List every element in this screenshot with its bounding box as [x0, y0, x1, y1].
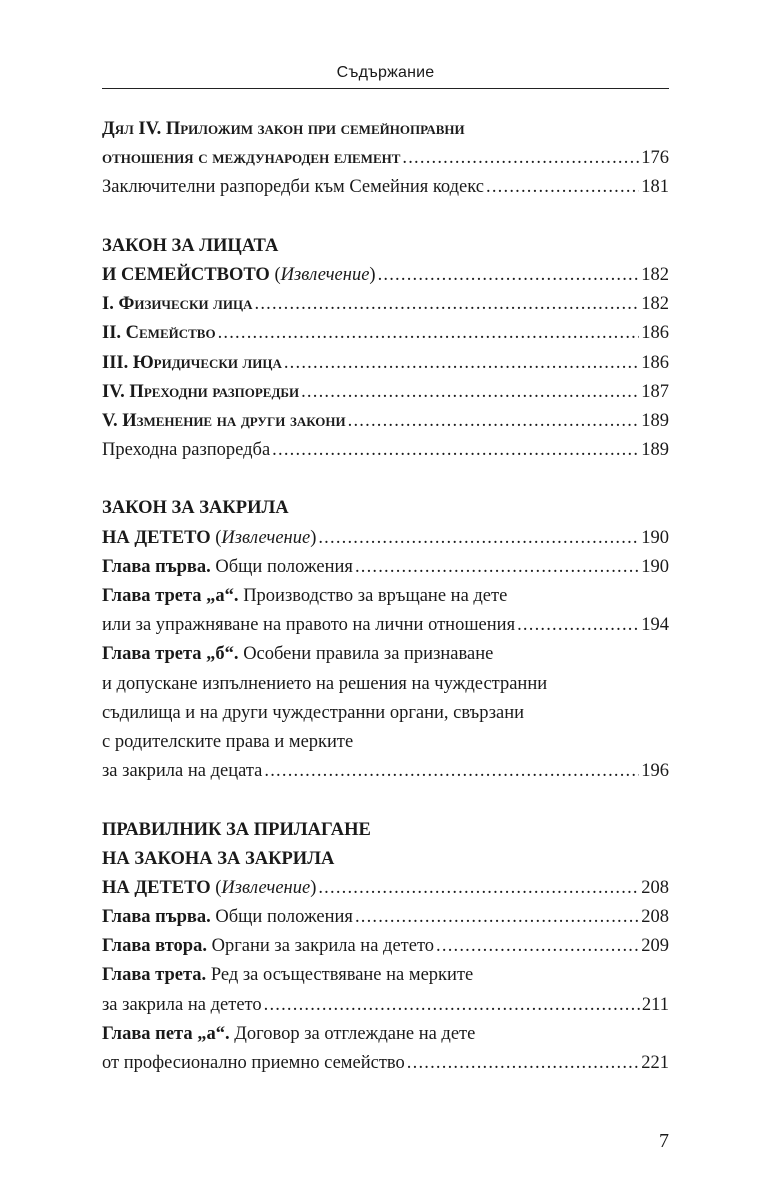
toc-page-number: 189 [641, 410, 669, 431]
toc-entry [102, 991, 669, 1020]
toc-entry-title [102, 407, 346, 436]
toc-entry-text: Извлечение [221, 527, 311, 548]
toc-entry-title [102, 611, 515, 640]
header-rule [102, 88, 669, 89]
toc-entry-title [102, 144, 400, 173]
toc-entry-text: и допускане изпълнението на решения на чуждестранни [102, 673, 548, 694]
toc-page-number: 186 [641, 323, 669, 344]
toc-entry-text: НА ЗАКОНА ЗА ЗАКРИЛА [102, 848, 335, 869]
toc-entry-text: ЗАКОН ЗА ЗАКРИЛА [102, 498, 289, 519]
toc-entry-title [102, 436, 270, 465]
toc-entry [102, 932, 669, 961]
toc-entry-text: Извлечение [280, 264, 370, 285]
toc-entry-text: Преходна разпоредба [102, 440, 271, 461]
dot-leader [355, 903, 639, 932]
toc-entry [102, 728, 669, 757]
dot-leader [436, 932, 639, 961]
toc-entry-text: отношения с международен елемент [102, 148, 401, 169]
dot-leader [284, 349, 639, 378]
toc-page-number: 189 [641, 440, 669, 461]
toc-entry [102, 699, 669, 728]
toc-entry-text: Глава трета „а“. [102, 586, 239, 606]
toc-entry [102, 494, 669, 523]
toc-entry [102, 261, 669, 290]
toc-entry [102, 1020, 669, 1049]
running-header: Съдържание [336, 64, 435, 81]
toc-entry-title [102, 640, 493, 669]
section-gap [102, 203, 669, 232]
toc-entry-title [102, 1049, 405, 1078]
toc-entry-text: ПРАВИЛНИК ЗА ПРИЛАГАНЕ [102, 819, 371, 840]
section-gap [102, 465, 669, 494]
dot-leader [318, 874, 639, 903]
toc-entry [102, 816, 669, 845]
toc-entry-title [102, 115, 465, 144]
toc-entry-title [102, 524, 316, 553]
toc-entry-title [102, 670, 547, 699]
toc-entry-text: с родителските права и мерките [102, 731, 354, 752]
toc-page-number: 211 [641, 994, 669, 1015]
toc-entry-title [102, 699, 524, 728]
toc-page-number: 209 [641, 936, 669, 957]
toc-entry-title [102, 816, 371, 845]
toc-entry-text: Производство за връщане на дете [238, 586, 508, 606]
dot-leader [218, 319, 640, 348]
toc-entry-title [102, 874, 316, 903]
toc-entry-title [102, 553, 353, 582]
toc-entry-title [102, 961, 473, 990]
toc-entry-text: ( [210, 527, 222, 548]
dot-leader [407, 1049, 639, 1078]
dot-leader [264, 757, 639, 786]
toc-entry-text: ЗАКОН ЗА ЛИЦАТА [102, 235, 279, 256]
toc-page-number: 194 [641, 615, 669, 636]
toc-entry [102, 1049, 669, 1078]
toc-entry-title [102, 261, 376, 290]
toc-entry-text: ) [310, 527, 317, 548]
toc-entry-title [102, 319, 216, 348]
toc-entry-text: НА ДЕТЕТО [102, 527, 211, 548]
toc-page-number: 187 [641, 381, 669, 402]
toc-entry-title [102, 494, 289, 523]
toc-entry-text: Заключителни разпоредби към Семейния кодекс [102, 177, 485, 198]
table-of-contents [102, 115, 669, 1078]
toc-page-number: 182 [641, 264, 669, 285]
toc-page-number: 208 [641, 907, 669, 928]
toc-page-number: 186 [641, 352, 669, 373]
toc-entry-text: Глава втора. [102, 936, 207, 957]
toc-entry-title [102, 378, 299, 407]
toc-entry [102, 845, 669, 874]
toc-entry [102, 115, 669, 144]
toc-entry-text: Особени правила за признаване [238, 644, 494, 665]
toc-entry-text: Общи положения [210, 556, 353, 577]
toc-entry [102, 378, 669, 407]
toc-entry-text: от професионално приемно семейство [102, 1053, 405, 1073]
toc-entry-text: Глава първа. [102, 907, 211, 928]
toc-entry-text: Общи положения [210, 907, 353, 928]
toc-entry-title [102, 232, 278, 261]
dot-leader [264, 991, 640, 1020]
toc-entry [102, 640, 669, 669]
toc-page-number: 196 [641, 761, 669, 782]
toc-entry [102, 582, 669, 611]
toc-entry-text: I. Физически лица [102, 294, 253, 315]
toc-entry-text: ) [369, 264, 376, 285]
dot-leader [255, 290, 640, 319]
toc-entry-title [102, 845, 334, 874]
dot-leader [301, 378, 639, 407]
toc-entry-title [102, 1020, 475, 1049]
toc-entry [102, 173, 669, 202]
toc-entry-title [102, 728, 353, 757]
toc-entry-text: III. Юридически лица [102, 352, 282, 373]
toc-entry-text: ( [269, 264, 281, 285]
toc-entry [102, 144, 669, 173]
toc-entry-text: Извлечение [221, 877, 311, 898]
toc-page-number: 182 [641, 294, 669, 315]
toc-entry-title [102, 991, 262, 1020]
dot-leader [272, 436, 639, 465]
toc-page-number: 176 [641, 148, 669, 169]
toc-entry-text: Глава трета „б“. [102, 644, 239, 665]
toc-page-number: 208 [641, 877, 669, 898]
toc-entry-title [102, 173, 484, 202]
toc-entry [102, 319, 669, 348]
toc-entry-text: И СЕМЕЙСТВОТО [102, 264, 270, 285]
toc-entry-title [102, 903, 353, 932]
toc-entry-title [102, 582, 507, 611]
dot-leader [378, 261, 640, 290]
toc-entry-title [102, 757, 262, 786]
page-number: 7 [659, 1130, 669, 1152]
toc-entry-text: Глава първа. [102, 556, 211, 577]
toc-entry [102, 874, 669, 903]
toc-entry-text: Органи за закрила на детето [206, 936, 435, 957]
toc-page-number: 190 [641, 556, 669, 577]
toc-entry-text: или за упражняване на правото на лични отношения [102, 615, 516, 636]
toc-entry-text: Дял IV. Приложим закон при семейноправни [102, 119, 465, 139]
toc-entry [102, 436, 669, 465]
toc-entry-text: Глава трета. [102, 965, 207, 986]
toc-entry-text: съдилища и на други чуждестранни органи, свързани [102, 702, 525, 723]
toc-entry-text: НА ДЕТЕТО [102, 877, 211, 898]
section-gap [102, 786, 669, 815]
dot-leader [402, 144, 639, 173]
toc-entry-text: за закрила на децата [102, 761, 263, 782]
toc-entry-title [102, 932, 434, 961]
toc-entry-text: Ред за осъществяване на мерките [206, 965, 474, 986]
toc-entry [102, 670, 669, 699]
toc-entry [102, 553, 669, 582]
dot-leader [348, 407, 640, 436]
toc-entry-text: ( [210, 877, 222, 898]
toc-page-number: 190 [641, 527, 669, 548]
toc-entry [102, 407, 669, 436]
toc-page-number: 221 [641, 1053, 669, 1073]
toc-entry [102, 757, 669, 786]
toc-page-number: 181 [641, 177, 669, 198]
dot-leader [486, 173, 639, 202]
toc-entry [102, 903, 669, 932]
toc-entry-text: IV. Преходни разпоредби [102, 381, 300, 402]
toc-entry-text: Глава пета „а“. [102, 1023, 230, 1044]
toc-entry [102, 232, 669, 261]
toc-entry-text: за закрила на детето [102, 994, 262, 1015]
toc-entry [102, 611, 669, 640]
toc-entry-text: Договор за отглеждане на дете [229, 1023, 476, 1044]
toc-entry [102, 524, 669, 553]
toc-entry-title [102, 349, 282, 378]
toc-entry [102, 349, 669, 378]
toc-entry-title [102, 290, 253, 319]
toc-entry [102, 961, 669, 990]
dot-leader [318, 524, 639, 553]
toc-entry [102, 290, 669, 319]
toc-entry-text: ) [310, 877, 317, 898]
dot-leader [517, 611, 639, 640]
dot-leader [355, 553, 639, 582]
toc-entry-text: V. Изменение на други закони [102, 410, 346, 431]
toc-entry-text: II. Семейство [102, 323, 216, 344]
